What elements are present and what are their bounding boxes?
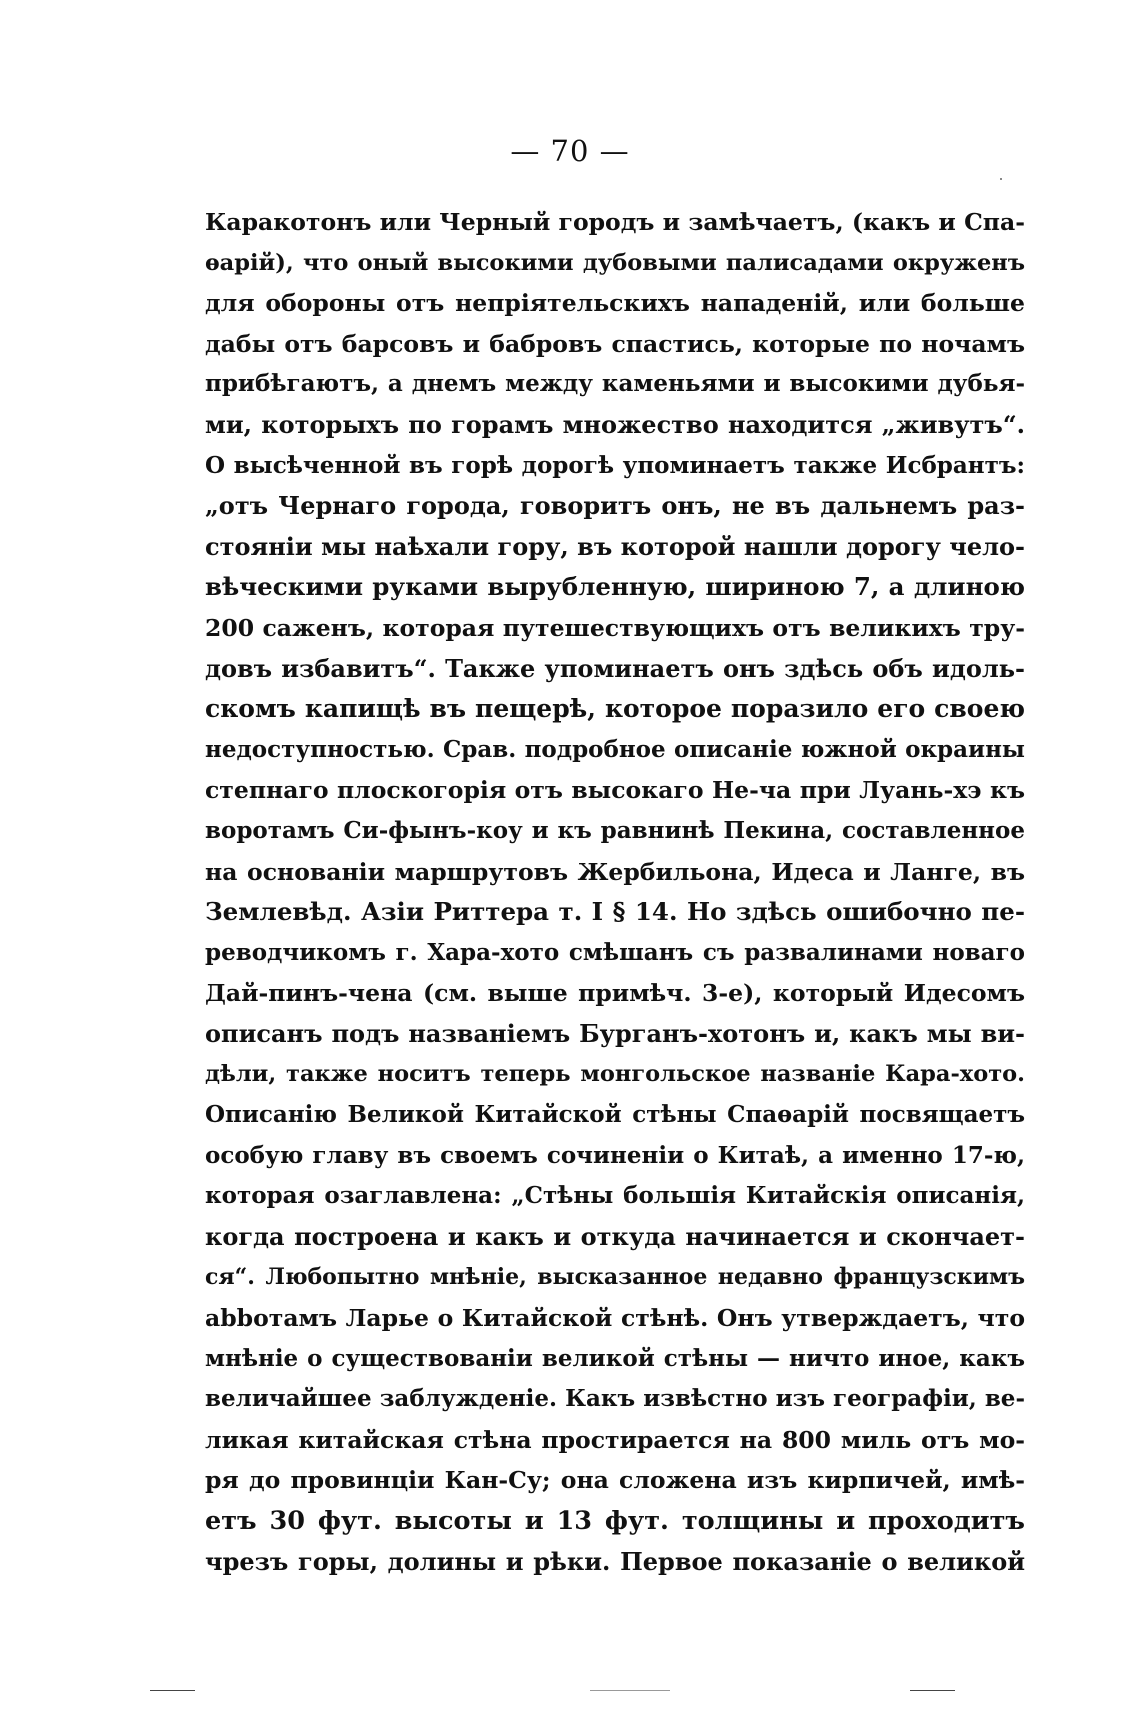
text-line: довъ избавитъ“. Также упоминаетъ онъ здѣсь объ идоль- xyxy=(205,653,1025,683)
text-line: ря до провинціи Кан-Су; она сложена изъ кирпичей, имѣ- xyxy=(205,1466,1025,1495)
text-line: ликая китайская стѣна простирается на 800 миль отъ мо- xyxy=(205,1425,1025,1454)
text-line: дѣли, также носитъ теперь монгольское названіе Кара-хото. xyxy=(205,1061,1025,1088)
text-line: для обороны отъ непріятельскихъ нападеній, или больше xyxy=(205,289,1025,318)
text-line: етъ 30 фут. высоты и 13 фут. толщины и проходитъ xyxy=(205,1506,1025,1536)
text-line: стояніи мы наѣхали гору, въ которой нашли дорогу чело- xyxy=(205,531,1025,561)
text-line: Дай-пинъ-чена (см. выше примѣч. 3-е), который Идесомъ xyxy=(205,979,1025,1008)
text-line: чрезъ горы, долины и рѣки. Первое показаніе о великой xyxy=(205,1546,1025,1576)
text-line: недоступностью. Срав. подробное описаніе южной окраины xyxy=(205,735,1025,763)
text-line: дабы отъ барсовъ и бабровъ спастись, которые по ночамъ xyxy=(205,329,1025,358)
print-speck xyxy=(1000,178,1002,180)
text-line: на основаніи маршрутовъ Жербильона, Идеса и Ланге, въ xyxy=(205,857,1025,886)
text-line: реводчикомъ г. Хара-хото смѣшанъ съ развалинами новаго xyxy=(205,938,1025,966)
text-line: О высѣченной въ горѣ дорогѣ упоминаетъ также Исбрантъ: xyxy=(205,451,1025,479)
text-line: ми, которыхъ по горамъ множество находится „живутъ“. xyxy=(205,409,1025,439)
text-line: которая озаглавлена: „Стѣны большія Китайскія описанія, xyxy=(205,1182,1025,1210)
text-line: скомъ капищѣ въ пещерѣ, которое поразило его своею xyxy=(205,694,1025,724)
body-text xyxy=(205,202,1025,1582)
text-line: воротамъ Си-фынъ-коу и къ равнинѣ Пекина, составленное xyxy=(205,816,1025,844)
text-line: величайшее заблужденіе. Какъ извѣстно изъ географіи, ве- xyxy=(205,1385,1025,1413)
text-line: мнѣніе о существованіи великой стѣны — ничто иное, какъ xyxy=(205,1344,1025,1372)
text-line: abbотамъ Ларье о Китайской стѣнѣ. Онъ утверждаетъ, что xyxy=(205,1304,1025,1333)
text-line: когда построена и какъ и откуда начинается и скончает- xyxy=(205,1221,1025,1251)
text-line: описанъ подъ названіемъ Бурганъ-хотонъ и, какъ мы ви- xyxy=(205,1018,1025,1048)
page-number: — 70 — xyxy=(510,134,630,168)
text-line: вѣческими руками вырубленную, шириною 7, а длиною xyxy=(205,572,1025,602)
footer-rule-left xyxy=(150,1690,195,1691)
text-line: „отъ Чернаго города, говоритъ онъ, не въ дальнемъ раз- xyxy=(205,491,1025,521)
text-line: ся“. Любопытно мнѣніе, высказанное недавно французскимъ xyxy=(205,1264,1025,1291)
footer-rule-right xyxy=(910,1690,955,1691)
footer-rule-center xyxy=(590,1690,670,1691)
text-line: степнаго плоскогорія отъ высокаго Не-ча при Луань-хэ къ xyxy=(205,776,1025,805)
text-line: особую главу въ своемъ сочиненіи о Китаѣ, а именно 17-ю, xyxy=(205,1141,1025,1169)
text-line: прибѣгаютъ, а днемъ между каменьями и высокими дубья- xyxy=(205,370,1025,398)
text-line: Описанію Великой Китайской стѣны Спаѳарій посвящаетъ xyxy=(205,1101,1025,1129)
text-line: ѳарій), что оный высокими дубовыми палисадами окруженъ xyxy=(205,249,1025,276)
text-line: Каракотонъ или Черный городъ и замѣчаетъ, (какъ и Спа- xyxy=(205,208,1025,236)
text-line: 200 саженъ, которая путешествующихъ отъ великихъ тру- xyxy=(205,613,1025,642)
text-line: Землевѣд. Азіи Риттера т. I § 14. Но здѣсь ошибочно пе- xyxy=(205,897,1025,927)
